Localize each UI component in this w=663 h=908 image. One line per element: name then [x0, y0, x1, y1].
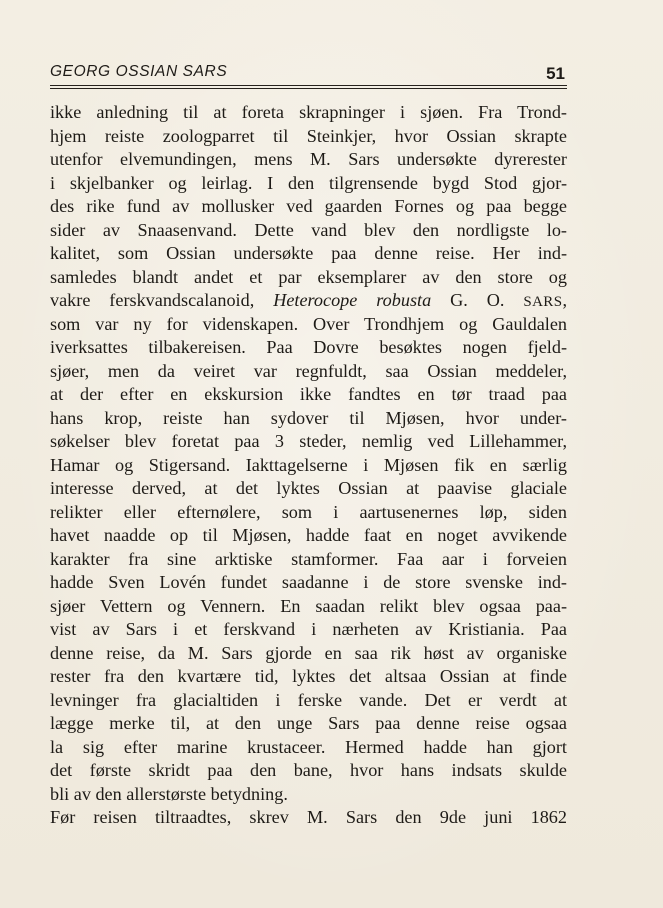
- text-line-species: [50, 289, 567, 313]
- text-line: samledes blandt andet et par eksemplarer av den store og: [50, 266, 567, 287]
- text-line: lægge merke til, at den unge Sars paa denne reise ogsaa: [50, 713, 567, 733]
- line-end-punct: ,: [562, 290, 567, 310]
- text-line: hans krop, reiste han sydover til Mjøsen, hvor under-: [50, 407, 567, 428]
- text-line: ikke anledning til at foreta skrapninger i sjøen. Fra Trond-: [50, 102, 567, 122]
- page-number: 51: [546, 64, 565, 83]
- text-line-start: vakre ferskvandscalanoid,: [50, 290, 255, 310]
- text-line: sjøer, men da veiret var regnfuldt, saa Ossian meddeler,: [50, 360, 567, 381]
- text-line: det første skridt paa den bane, hvor hans indsats skulde: [50, 760, 567, 780]
- text-line: Hamar og Stigersand. Iakttagelserne i Mjøsen fik en særlig: [50, 454, 567, 475]
- author-name: SARS: [523, 294, 563, 310]
- running-title: GEORG OSSIAN SARS: [50, 63, 228, 80]
- text-line: kalitet, som Ossian undersøkte paa denne reise. Her ind-: [50, 243, 567, 263]
- text-line: hadde Sven Lovén fundet saadanne i de store svenske ind-: [50, 572, 567, 592]
- text-line: karakter fra sine arktiske stamformer. Faa aar i forveien: [50, 548, 567, 569]
- text-line: som var ny for videnskapen. Over Trondhjem og Gauldalen: [50, 313, 567, 334]
- header-rule-upper: [50, 85, 567, 86]
- text-line: sider av Snaasenvand. Dette vand blev den nordligste lo-: [50, 219, 567, 240]
- running-head: [50, 62, 567, 86]
- text-line: la sig efter marine krustaceer. Hermed hadde han gjort: [50, 736, 567, 757]
- text-line: at der efter en ekskursion ikke fandtes en tør traad paa: [50, 384, 567, 404]
- text-line: havet naadde op til Mjøsen, hadde faat en noget avvikende: [50, 525, 567, 545]
- text-line: relikter eller efternølere, som i aartusenernes løp, siden: [50, 501, 567, 522]
- text-line: rester fra den kvartære tid, lyktes det altsaa Ossian at finde: [50, 666, 567, 686]
- species-name: Heterocope robusta: [273, 290, 432, 310]
- author-initials: G. O.: [450, 290, 505, 310]
- text-line: iverksattes tilbakereisen. Paa Dovre besøktes nogen fjeld-: [50, 337, 567, 357]
- text-line: utenfor elvemundingen, mens M. Sars undersøkte dyrerester: [50, 149, 567, 169]
- body-text: [50, 101, 567, 830]
- text-line: i skjelbanker og leirlag. I den tilgrensende bygd Stod gjor-: [50, 172, 567, 193]
- text-line: denne reise, da M. Sars gjorde en saa rik høst av organiske: [50, 642, 567, 663]
- header-rule-lower: [50, 88, 567, 89]
- text-line: interesse derved, at det lyktes Ossian at paavise glaciale: [50, 478, 567, 498]
- text-line: des rike fund av mollusker ved gaarden Fornes og paa begge: [50, 196, 567, 216]
- text-line-paragraph-start: Før reisen tiltraadtes, skrev M. Sars den 9de juni 1862: [50, 807, 567, 827]
- text-line-paragraph-end: bli av den allerstørste betydning.: [50, 783, 288, 804]
- text-line: vist av Sars i et ferskvand i nærheten av Kristiania. Paa: [50, 619, 567, 639]
- text-line: hjem reiste zoologparret til Steinkjer, hvor Ossian skrapte: [50, 125, 567, 146]
- text-line: søkelser blev foretat paa 3 steder, nemlig ved Lillehammer,: [50, 431, 567, 451]
- text-line: sjøer Vettern og Vennern. En saadan relikt blev ogsaa paa-: [50, 595, 567, 616]
- text-line: levninger fra glacialtiden i ferske vande. Det er verdt at: [50, 689, 567, 710]
